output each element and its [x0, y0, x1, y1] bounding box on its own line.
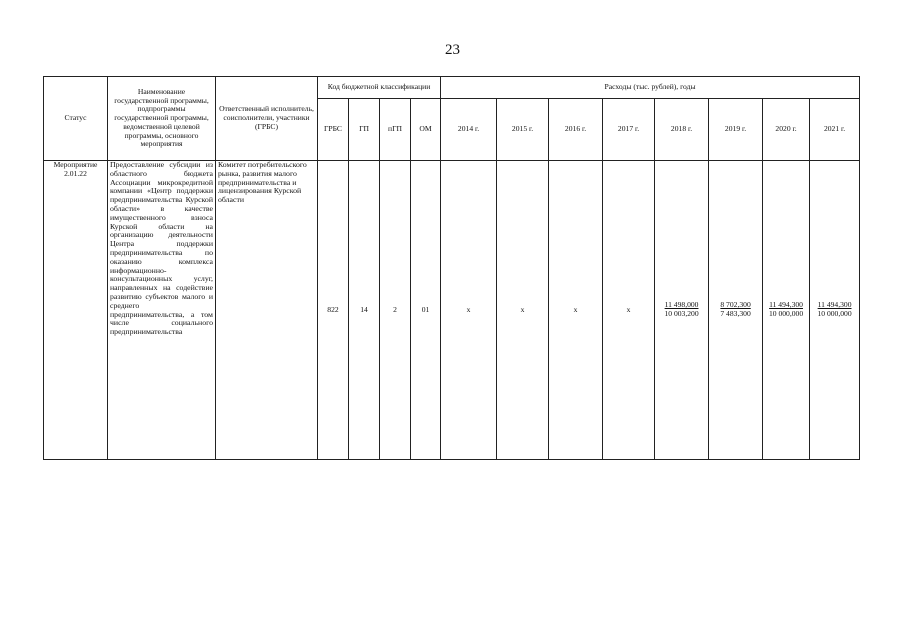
expense-2017-value: х	[626, 304, 631, 314]
expense-2020-sub: 10 000,000	[768, 309, 804, 318]
expense-2020-total: 11 494,300	[769, 300, 803, 310]
header-year-2018: 2018 г.	[655, 99, 709, 161]
row-responsible: Комитет потребительского рынка, развития малого предпринимательства и лицензирования Курской области	[216, 161, 318, 460]
header-year-2017: 2017 г.	[603, 99, 655, 161]
row-expense-2018	[655, 161, 709, 460]
header-code-om: ОМ	[411, 99, 441, 161]
header-budget-code-group: Код бюджетной классификации	[318, 77, 441, 99]
header-year-2021: 2021 г.	[810, 99, 860, 161]
row-code-grbs: 822	[318, 161, 349, 460]
budget-table	[43, 76, 860, 460]
row-expense-2020	[763, 161, 810, 460]
row-expense-2015	[497, 161, 549, 460]
expense-2014-value: х	[466, 304, 471, 314]
header-year-2014: 2014 г.	[441, 99, 497, 161]
expense-2019-total: 8 702,300	[720, 300, 751, 310]
page-number: 23	[445, 42, 460, 58]
header-year-2020: 2020 г.	[763, 99, 810, 161]
row-name: Предоставление субсидии из областного бюджета Ассоциации микрокредитной компании «Центр поддержки предпринимательства Курской области» в качестве имущественного взноса Курской области на организацию деятельности Центра поддержки предпринимательства по оказанию комплекса информационно-консультационных услуг, направленных на содействие развитию субъектов малого и среднего предпринимательства, а том числе социального предпринимательства	[108, 161, 216, 460]
row-code-om: 01	[411, 161, 441, 460]
header-code-grbs: ГРБС	[318, 99, 349, 161]
table-row	[44, 161, 860, 460]
expense-2015-value: х	[520, 304, 525, 314]
header-code-pgp: пГП	[380, 99, 411, 161]
header-expenses-group: Расходы (тыс. рублей), годы	[441, 77, 860, 99]
expense-2021-sub: 10 000,000	[817, 309, 852, 318]
row-expense-2017	[603, 161, 655, 460]
header-year-2016: 2016 г.	[549, 99, 603, 161]
row-expense-2016	[549, 161, 603, 460]
row-expense-2014	[441, 161, 497, 460]
header-year-2015: 2015 г.	[497, 99, 549, 161]
row-status: Мероприятие 2.01.22	[44, 161, 108, 460]
header-responsible: Ответственный исполнитель, соисполнители, участники (ГРБС)	[216, 77, 318, 161]
header-year-2019: 2019 г.	[709, 99, 763, 161]
expense-2018-sub: 10 003,200	[664, 309, 699, 318]
header-name: Наименование государственной программы, подпрограммы государственной программы, ведомственной целевой программы, основного мероприятия	[108, 77, 216, 161]
header-code-gp: ГП	[349, 99, 380, 161]
expense-2016-value: х	[573, 304, 578, 314]
row-code-pgp: 2	[380, 161, 411, 460]
row-code-gp: 14	[349, 161, 380, 460]
row-expense-2019	[709, 161, 763, 460]
expense-2018-total: 11 498,000	[664, 300, 699, 310]
expense-2021-total: 11 494,300	[817, 300, 852, 310]
expense-2019-sub: 7 483,300	[720, 309, 751, 318]
header-status: Статус	[44, 77, 108, 161]
row-expense-2021	[810, 161, 860, 460]
